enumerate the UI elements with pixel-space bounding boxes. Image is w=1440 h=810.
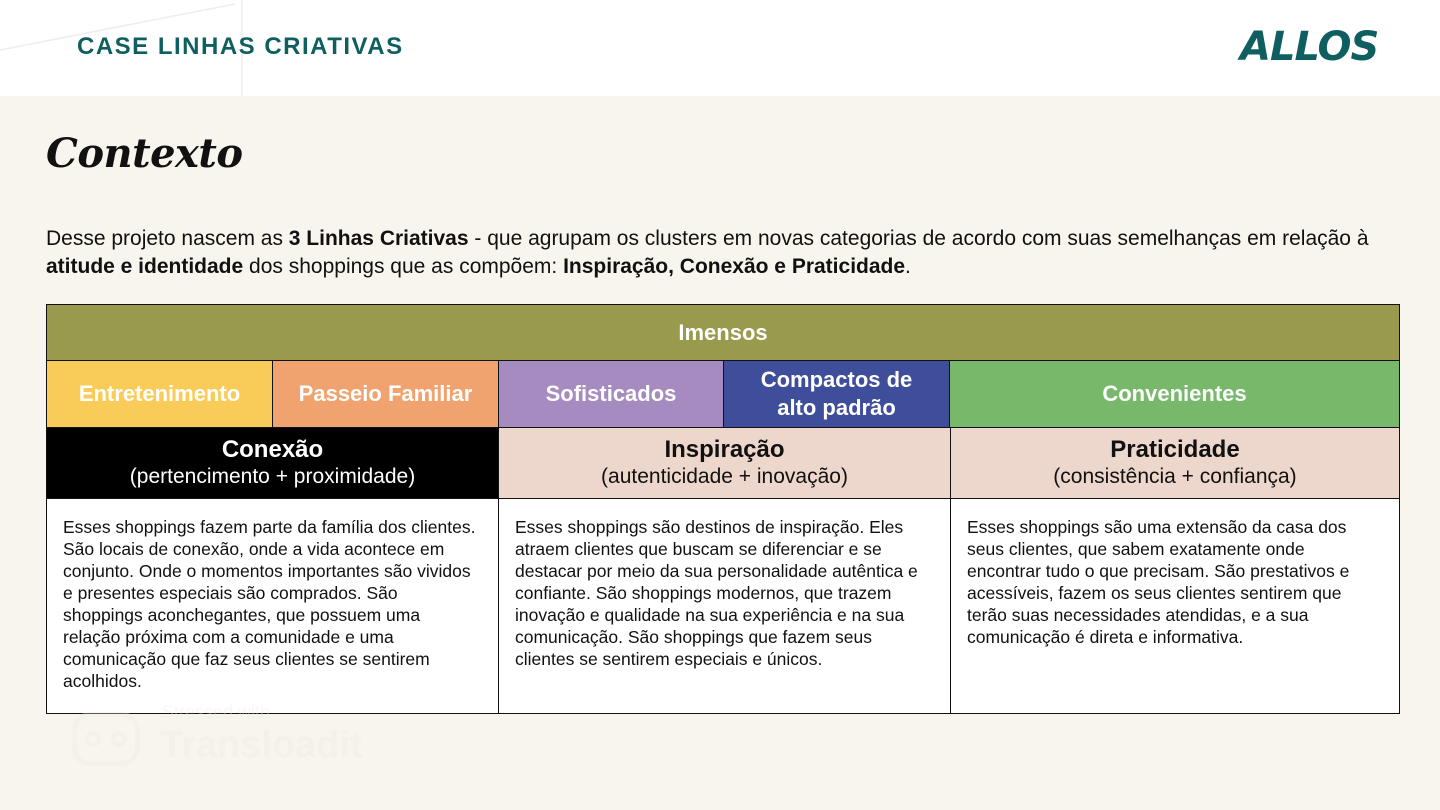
watermark-brand-text: Transloadit [160,724,363,766]
header-bar [0,0,1440,96]
line-subtitle: (consistência + confiança) [1053,465,1297,488]
cluster-entretenimento: Entretenimento [47,361,273,428]
watermark-small-text: Stressed with [162,702,271,722]
cluster-passeio-familiar: Passeio Familiar [273,361,499,428]
allos-logo: ALLOS [1240,24,1379,70]
line-description-praticidade: Esses shoppings são uma extensão da casa dos seus clientes, que sabem exatamente onde encontrar tudo o que precisam. São prestativos e acessíveis, fazem os seus clientes sentirem que terão suas necessidades atendidas, e a sua comunicação é direta e informativa. [951,499,1399,713]
creative-lines-table [46,304,1400,714]
line-header-praticidade [951,428,1399,499]
owl-eye-icon [111,731,127,747]
line-title: Inspiração [664,436,785,463]
line-description-conexao: Esses shoppings fazem parte da família dos clientes. São locais de conexão, onde a vida acontece em conjunto. Onde o momentos importantes são vividos e presentes especiais são comprados. São shoppings aconchegantes, que possuem uma relação próxima com a comunidade e uma comunicação que faz seus clientes se sentirem acolhidos. [47,499,499,713]
line-subtitle: (pertencimento + proximidade) [129,465,416,488]
cluster-compactos-alto-padrao [724,361,950,428]
cluster-imensos: Imensos [47,305,1399,361]
line-description-inspiracao: Esses shoppings são destinos de inspiração. Eles atraem clientes que buscam se diferenciar e se destacar por meio da sua personalidade autêntica e confiante. São shoppings modernos, que trazem inovação e qualidade na sua experiência e na sua comunicação. São shoppings que fazem seus clientes se sentirem especiais e únicos. [499,499,951,713]
watermark [72,700,372,770]
line-header-inspiracao [499,428,951,499]
cluster-compactos-label: Compactos de alto padrão [760,367,913,420]
cluster-convenientes: Convenientes [950,361,1399,428]
intro-paragraph: Desse projeto nascem as 3 Linhas Criativas - que agrupam os clusters em novas categorias de acordo com suas semelhanças em relação à atitude e identidade dos shoppings que as compõem: Inspiração, Conexão e Praticidade. [46,227,1369,278]
line-title: Conexão [221,436,324,463]
line-title: Praticidade [1110,436,1240,463]
line-subtitle: (autenticidade + inovação) [601,465,848,488]
cluster-sofisticados: Sofisticados [499,361,724,428]
line-header-conexao [47,428,499,499]
page-title: Contexto [46,130,243,177]
owl-eye-icon [85,731,101,747]
case-title: CASE LINHAS CRIATIVAS [77,33,404,60]
owl-icon [72,712,140,766]
